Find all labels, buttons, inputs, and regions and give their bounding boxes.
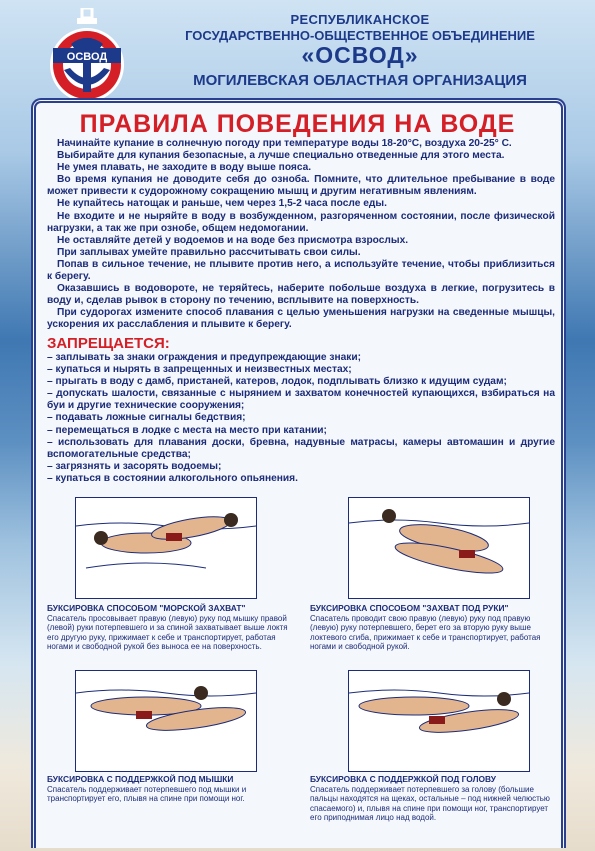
method-text: Спасатель просовывает правую (левую) руку под мышку правой (левой) руки потерпевшего и за спиной захватывает выше локтя его другую руку, прижимает к себе и транспортирует, работая ногами и свободной рукой без выноса ее на поверхность. [47,613,288,651]
method-title: БУКСИРОВКА СПОСОБОМ "ЗАХВАТ ПОД РУКИ" [310,603,509,613]
rule-item: При судорогах измените способ плавания с целью уменьшения нагрузки на сведенные мышцы, ускорения их расслабления и плывите к берегу. [47,307,555,331]
forbidden-item: – прыгать в воду с дамб, пристаней, катеров, лодок, подплывать близко к идущим судам; [47,376,507,388]
forbidden-item: – купаться и нырять в запрещенных и неизвестных местах; [47,364,352,376]
forbidden-item: – допускать шалости, связанные с нырянием и захватом конечностей купающихся, взбираться на буи и другие технические сооружения; [47,388,555,412]
method-text: Спасатель поддерживает потерпевшего за голову (большие пальцы находятся на щеках, остальные – под нижней челюстью спасаемого) и, плывя на спине при помощи ног, транспортирует его приподнимая лицо над водой. [310,784,550,822]
rule-item: Не купайтесь натощак и раньше, чем через 1,5-2 часа после еды. [57,198,387,210]
forbidden-item: – заплывать за знаки ограждения и предупреждающие знаки; [47,352,362,363]
rule-item: Оказавшись в водовороте, не теряйтесь, наберите побольше воздуха в легкие, погрузитесь в воду и, сделав рывок в сторону по течению, всплывите на поверхность. [47,283,555,307]
underarm-grip-towing-illustration [348,497,530,599]
header-line-1: РЕСПУБЛИКАНСКОЕ [290,12,430,27]
header-line-4: МОГИЛЕВСКАЯ ОБЛАСТНАЯ ОРГАНИЗАЦИЯ [193,72,527,89]
method-title: БУКСИРОВКА СПОСОБОМ "МОРСКОЙ ЗАХВАТ" [47,603,246,613]
method-caption [310,604,555,652]
method-text: Спасатель поддерживает потерпевшего под мышки и транспортирует его, плывя на спине при помощи ног. [47,784,247,803]
forbidden-item: – использовать для плавания доски, бревна, надувные матрасы, камеры автомашин и другие вспомогательные средства; [47,436,555,460]
method-title: БУКСИРОВКА С ПОДДЕРЖКОЙ ПОД МЫШКИ [47,774,234,784]
forbidden-list [47,352,555,485]
method-text: Спасатель проводит свою правую (левую) руку под правую (левую) руку потерпевшего, берет его за вторую руку выше локтевого сгиба, прижимает к себе и транспортирует, работая ногами и свободной рукой. [310,613,541,651]
header-org-name: «ОСВОД» [301,42,419,68]
sea-grip-towing-illustration [75,497,257,599]
rule-item: Не умея плавать, не заходите в воду выше пояса. [57,162,312,174]
osvod-anchor-logo-icon [47,8,127,108]
head-support-towing-illustration [348,670,530,772]
forbidden-item: – купаться в состоянии алкогольного опьянения. [47,472,298,484]
rule-item: Попав в сильное течение, не плывите против него, а используйте течение, чтобы приблизиться к берегу. [47,258,555,283]
header [0,0,595,110]
header-line-2: ГОСУДАРСТВЕННО-ОБЩЕСТВЕННОЕ ОБЪЕДИНЕНИЕ [185,28,535,43]
rule-item: Не входите и не ныряйте в воду в возбужденном, разгоряченном состоянии, после физической нагрузки, а так же при ознобе, общем недомогании. [47,210,555,234]
rules-list [47,138,555,332]
rule-item: Не оставляйте детей у водоемов и на воде без присмотра взрослых. [57,234,409,246]
method-title: БУКСИРОВКА С ПОДДЕРЖКОЙ ПОД ГОЛОВУ [310,774,496,784]
rule-item: Начинайте купание в солнечную погоду при температуре воды 18-20°С, воздуха 20-25° С. [57,138,512,149]
armpit-support-towing-illustration [75,670,257,772]
forbidden-item: – загрязнять и засорять водоемы; [47,460,222,472]
forbidden-item: – перемещаться в лодке с места на место при катании; [47,424,327,436]
rule-item: Во время купания не доводите себя до озноба. Помните, что длительное пребывание в воде может привести к судорожному сокращению мышц и другим негативным явлениям. [47,174,555,198]
method-caption [47,775,297,804]
svg-text:ОСВОД: ОСВОД [66,51,108,63]
forbidden-item: – подавать ложные сигналы бедствия; [47,412,246,424]
rule-item: Выбирайте для купания безопасные, а лучше специально отведенные для этого места. [57,150,505,162]
method-caption [47,604,297,652]
page-title: ПРАВИЛА ПОВЕДЕНИЯ НА ВОДЕ [79,110,516,138]
forbidden-heading: ЗАПРЕЩАЕТСЯ: [47,335,170,352]
rule-item: При заплывах умейте правильно рассчитывать свои силы. [57,246,361,258]
method-caption [310,775,555,823]
